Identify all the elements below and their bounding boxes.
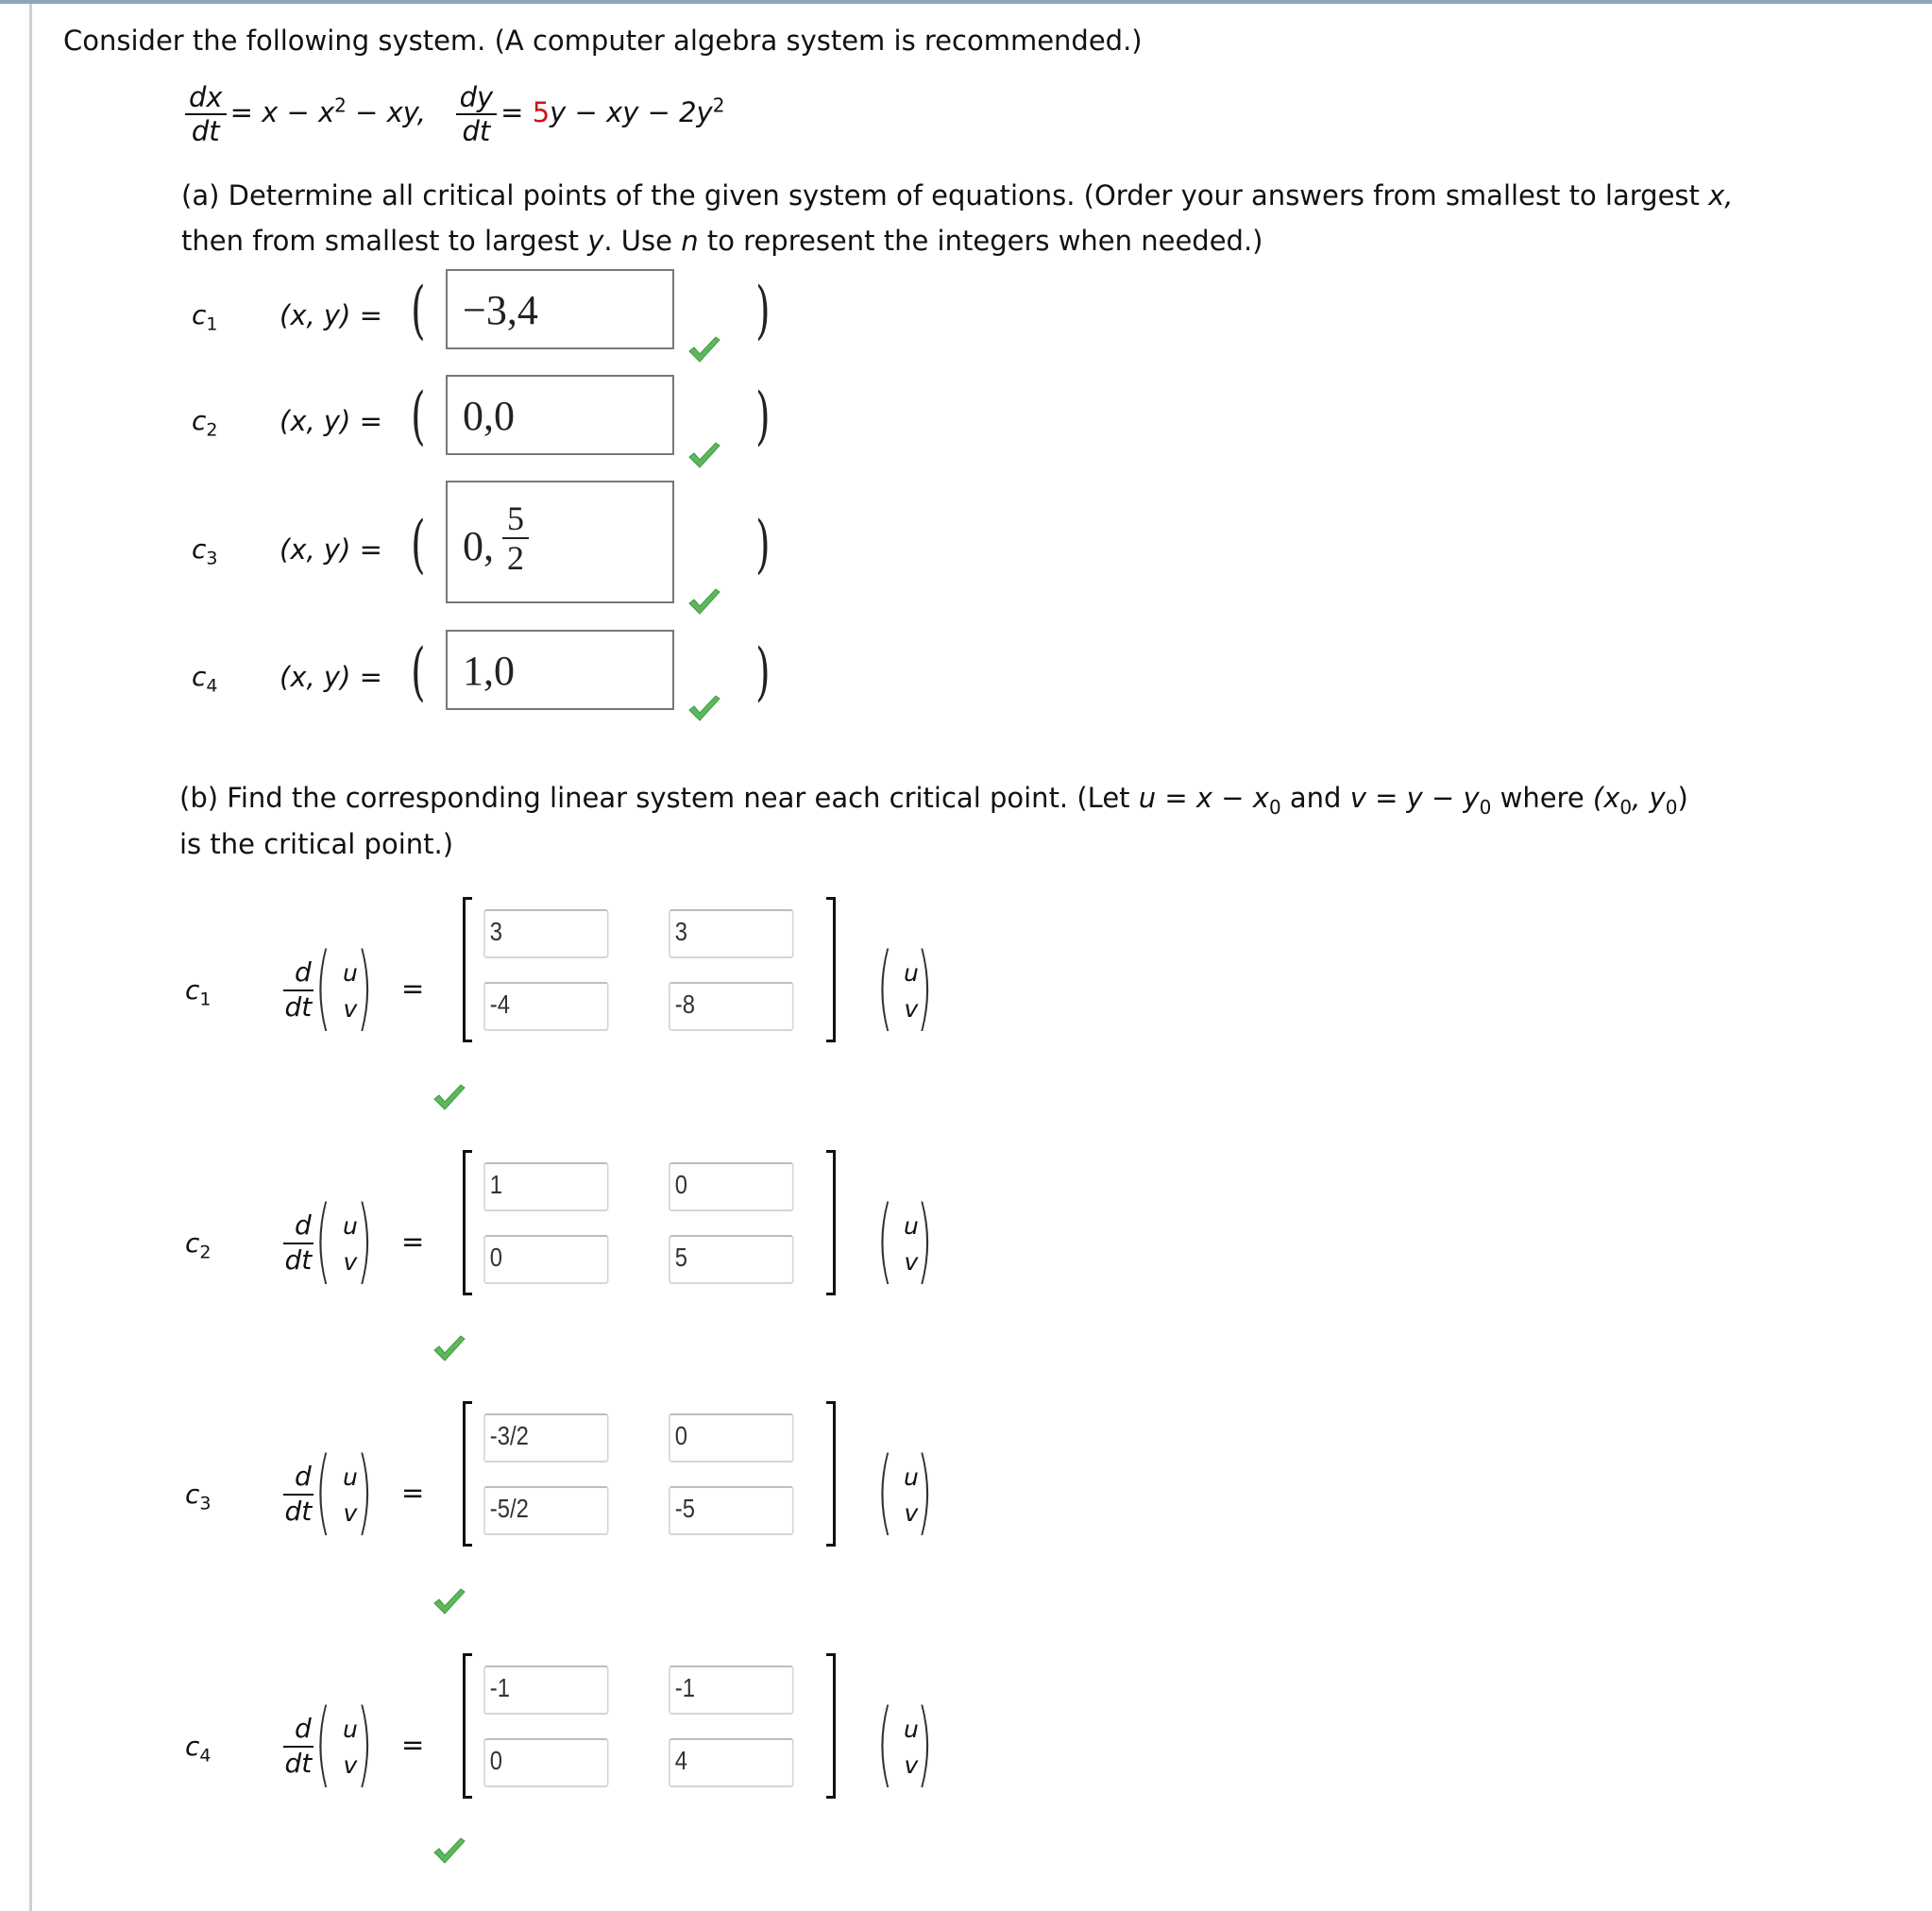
correct-check-icon	[432, 1837, 466, 1866]
d-dt-operator: $\frac{d}{dt}$	[284, 1713, 313, 1779]
matrix-cell-1-2[interactable]: 0	[669, 1162, 794, 1211]
matrix-cell-2-2[interactable]: -5	[669, 1486, 794, 1535]
matrix-right-bracket	[826, 1653, 836, 1799]
close-paren: )	[755, 635, 771, 708]
correct-check-icon	[432, 1084, 466, 1112]
critical-point-label-c3: $c_3$	[192, 533, 218, 569]
matrix-cell-1-2[interactable]: 0	[669, 1413, 794, 1463]
matrix-left-bracket	[463, 1401, 472, 1547]
critical-point-input-c3[interactable]: 0, 5 2	[446, 481, 674, 603]
open-paren: (	[411, 274, 426, 347]
matrix-cell-2-1[interactable]: 0	[483, 1738, 609, 1787]
dy-dt-fraction: $\frac{dy}{dt}$	[456, 81, 498, 147]
correct-check-icon	[432, 1335, 466, 1363]
correct-check-icon	[687, 442, 721, 470]
system-label-c3: $c_3$	[185, 1479, 212, 1514]
uv-vector-left: u v	[343, 1212, 358, 1276]
d-dt-operator: $\frac{d}{dt}$	[284, 1461, 313, 1527]
critical-point-input-c2[interactable]: 0,0	[446, 375, 674, 455]
matrix-left-bracket	[463, 1150, 472, 1295]
matrix-cell-1-1[interactable]: -1	[483, 1666, 609, 1715]
uv-vector-right: u v	[904, 1212, 919, 1276]
uv-vector-left: u v	[343, 1716, 358, 1779]
highlighted-coefficient: 5	[532, 96, 551, 128]
open-paren: (	[411, 508, 426, 581]
xy-label: (x, y) =	[280, 533, 382, 566]
matrix-cell-1-1[interactable]: 1	[483, 1162, 609, 1211]
close-paren: )	[755, 274, 771, 347]
uv-vector-right: u v	[904, 1463, 919, 1527]
matrix-cell-2-1[interactable]: -5/2	[483, 1486, 609, 1535]
matrix-right-bracket	[826, 1401, 836, 1547]
system-label-c2: $c_2$	[185, 1227, 212, 1263]
system-equations: $\frac{dx}{dt}$ = $x - x^2$ − xy, $\frac{dy}{dt}$ = 5y − xy − $2y^2$	[181, 81, 724, 147]
uv-vector-right: u v	[904, 1716, 919, 1779]
d-dt-operator: $\frac{d}{dt}$	[284, 1209, 313, 1276]
left-border	[29, 4, 32, 1911]
correct-check-icon	[687, 695, 721, 723]
xy-label: (x, y) =	[280, 661, 382, 693]
d-dt-operator: $\frac{d}{dt}$	[284, 956, 313, 1023]
uv-vector-left: u v	[343, 959, 358, 1023]
correct-check-icon	[432, 1588, 466, 1616]
matrix-right-bracket	[826, 1150, 836, 1295]
close-paren: )	[755, 508, 771, 581]
xy-label: (x, y) =	[280, 405, 382, 437]
critical-point-label-c4: $c_4$	[192, 661, 218, 697]
critical-point-input-c4[interactable]: 1,0	[446, 630, 674, 710]
part-b-instructions-line1: (b) Find the corresponding linear system near each critical point. (Let $u = x - x_0$ and $v = y - y_0$ where ($x_0$, $y_0$)	[179, 782, 1688, 819]
matrix-cell-2-2[interactable]: 5	[669, 1235, 794, 1284]
close-paren: )	[755, 380, 771, 452]
open-paren: (	[411, 635, 426, 708]
part-a-instructions-line2: then from smallest to largest y. Use n to represent the integers when needed.)	[181, 225, 1263, 257]
system-label-c4: $c_4$	[185, 1731, 212, 1767]
system-label-c1: $c_1$	[185, 974, 212, 1010]
matrix-right-bracket	[826, 897, 836, 1042]
matrix-cell-2-2[interactable]: -8	[669, 982, 794, 1031]
part-b-instructions-line2: is the critical point.)	[179, 828, 454, 860]
problem-intro: Consider the following system. (A computer algebra system is recommended.)	[63, 25, 1143, 57]
matrix-cell-2-1[interactable]: 0	[483, 1235, 609, 1284]
uv-vector-right: u v	[904, 959, 919, 1023]
xy-label: (x, y) =	[280, 299, 382, 331]
correct-check-icon	[687, 336, 721, 364]
critical-point-input-c1[interactable]: −3,4	[446, 269, 674, 349]
critical-point-label-c2: $c_2$	[192, 405, 218, 441]
top-border	[0, 0, 1932, 4]
uv-vector-left: u v	[343, 1463, 358, 1527]
matrix-cell-1-1[interactable]: 3	[483, 909, 609, 958]
matrix-cell-2-1[interactable]: -4	[483, 982, 609, 1031]
correct-check-icon	[687, 588, 721, 617]
matrix-cell-1-2[interactable]: -1	[669, 1666, 794, 1715]
matrix-cell-2-2[interactable]: 4	[669, 1738, 794, 1787]
matrix-cell-1-2[interactable]: 3	[669, 909, 794, 958]
matrix-cell-1-1[interactable]: -3/2	[483, 1413, 609, 1463]
dx-dt-fraction: $\frac{dx}{dt}$	[185, 81, 227, 147]
matrix-left-bracket	[463, 897, 472, 1042]
matrix-left-bracket	[463, 1653, 472, 1799]
critical-point-label-c1: $c_1$	[192, 299, 218, 335]
part-a-instructions-line1: (a) Determine all critical points of the given system of equations. (Order your answers from smallest to largest x,	[181, 179, 1734, 211]
open-paren: (	[411, 380, 426, 452]
